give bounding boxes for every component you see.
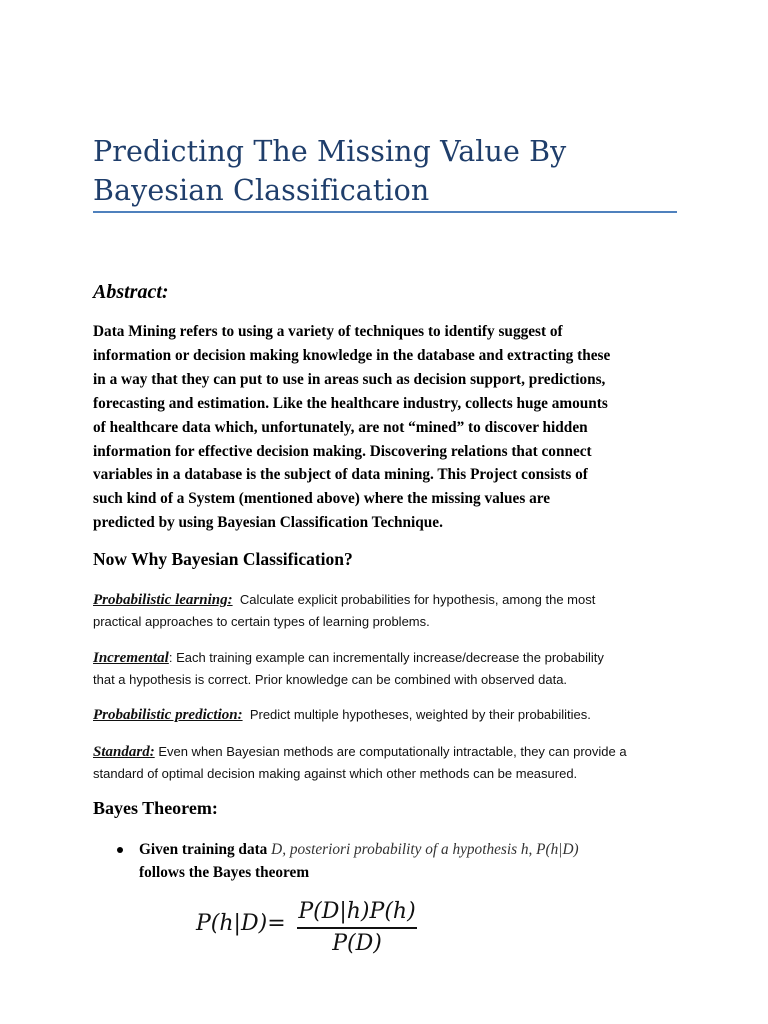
title-underline-rule [93,211,677,213]
item-text: : Each training example can incrementally increase/decrease the probability [168,650,604,665]
abstract-line: such kind of a System (mentioned above) where the missing values are [93,490,551,508]
formula-numerator: P(D|h)P(h) [298,899,416,924]
bullet-icon [117,847,123,853]
item-standard [93,741,683,784]
item-text: that a hypothesis is correct. Prior knowledge can be combined with observed data. [93,672,568,687]
abstract-line: variables in a database is the subject of data mining. This Project consists of [93,466,588,484]
abstract-line: information or decision making knowledge in the database and extracting these [93,346,611,364]
item-incremental [93,647,683,690]
abstract-line: in a way that they can put to use in areas such as decision support, predictions, [93,370,606,388]
item-text: practical approaches to certain types of learning problems. [93,614,430,629]
abstract-line: forecasting and estimation. Like the healthcare industry, collects huge amounts [93,394,608,412]
title-line-2: Bayesian Classification [93,174,430,207]
item-text: Even when Bayesian methods are computationally intractable, they can provide a [158,744,627,759]
abstract-paragraph [93,320,673,535]
item-term: Incremental [93,650,169,666]
abstract-line: predicted by using Bayesian Classification Technique. [93,514,443,532]
item-term: Probabilistic prediction: [93,707,243,723]
item-text: Calculate explicit probabilities for hypothesis, among the most [239,592,596,607]
abstract-heading: Abstract: [93,281,169,303]
item-text: standard of optimal decision making against which other methods can be measured. [93,766,578,781]
bullet-bold-end: follows the Bayes theorem [139,864,310,881]
abstract-line: of healthcare data which, unfortunately, are not “mined” to discover hidden [93,418,588,436]
formula-denominator: P(D) [332,930,382,956]
formula-lhs: P(h|D)= [196,911,286,936]
abstract-line: information for effective decision making. Discovering relations that connect [93,442,592,460]
bullet-bold-start: Given training data [139,841,268,858]
formula-fraction-bar [297,927,417,929]
title-line-1: Predicting The Missing Value By [93,135,567,168]
abstract-line: Data Mining refers to using a variety of techniques to identify suggest of [93,323,563,340]
why-bayesian-heading: Now Why Bayesian Classification? [93,549,353,569]
document-title [93,132,683,210]
item-term: Probabilistic learning: [93,592,233,608]
item-probabilistic-prediction [93,704,683,726]
formula-fraction [297,898,417,957]
item-term: Standard: [93,744,155,760]
bayes-theorem-heading: Bayes Theorem: [93,798,218,818]
item-text: Predict multiple hypotheses, weighted by their probabilities. [249,707,591,722]
bullet-text [139,838,679,884]
item-probabilistic-learning [93,589,683,632]
bullet-italic-part: D, posteriori probability of a hypothesis h, P(h|D) [271,841,579,858]
